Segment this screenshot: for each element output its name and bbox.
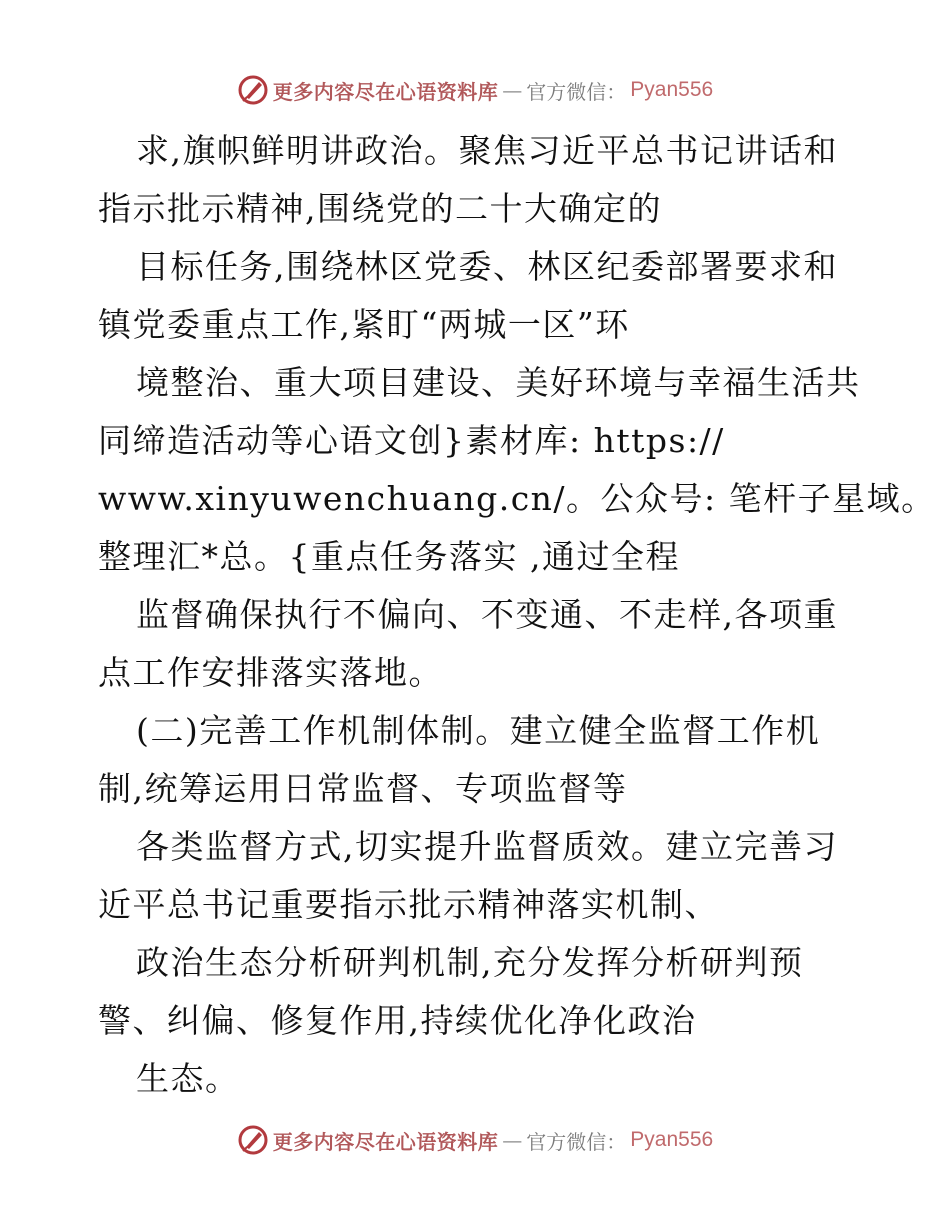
footer-banner-inner [237, 1124, 713, 1156]
footer-banner-dash: — [502, 1128, 523, 1152]
body-text [98, 122, 936, 1108]
text-line: 制,统筹运用日常监督、专项监督等 [98, 769, 628, 808]
text-line: www.xinyuwenchuang.cn/。公众号: 笔杆子星域。 [98, 479, 936, 518]
header-banner-text: 更多内容尽在心语资料库 [272, 79, 499, 104]
text-line: 指示批示精神,围绕党的二十大确定的 [98, 189, 662, 228]
text-line: 近平总书记重要指示批示精神落实机制、 [98, 885, 719, 924]
text-line: 生态。 [136, 1059, 240, 1098]
header-banner-dash: — [502, 78, 523, 102]
quill-pen-logo-icon [237, 74, 269, 106]
header-banner-contact: 官方微信： [526, 79, 627, 104]
footer-banner-contact: 官方微信： [526, 1129, 627, 1154]
text-line: 警、纠偏、修复作用,持续优化净化政治 [98, 1001, 697, 1040]
text-line: 监督确保执行不偏向、不变通、不走样,各项重 [136, 595, 838, 634]
text-line: 各类监督方式,切实提升监督质效。建立完善习 [136, 827, 838, 866]
quill-pen-logo-icon [237, 1124, 269, 1156]
header-banner-id: Pyan556 [630, 78, 714, 101]
footer-banner [0, 1120, 950, 1160]
text-line: (二)完善工作机制体制。建立健全监督工作机 [136, 711, 821, 750]
text-line: 整理汇*总。{重点任务落实 ,通过全程 [98, 537, 680, 576]
text-line: 目标任务,围绕林区党委、林区纪委部署要求和 [136, 247, 838, 286]
text-line: 点工作安排落实落地。 [98, 653, 443, 692]
text-line: 镇党委重点工作,紧盯“两城一区”环 [98, 305, 630, 344]
text-line: 政治生态分析研判机制,充分发挥分析研判预 [136, 943, 804, 982]
header-banner [0, 70, 950, 110]
footer-banner-id: Pyan556 [630, 1128, 714, 1151]
text-line: 同缔造活动等心语文创}素材库: https:// [98, 421, 725, 460]
footer-banner-text: 更多内容尽在心语资料库 [272, 1129, 499, 1154]
header-banner-inner [237, 74, 713, 106]
text-line: 境整治、重大项目建设、美好环境与幸福生活共 [136, 363, 861, 402]
text-line: 求,旗帜鲜明讲政治。聚焦习近平总书记讲话和 [136, 131, 838, 170]
